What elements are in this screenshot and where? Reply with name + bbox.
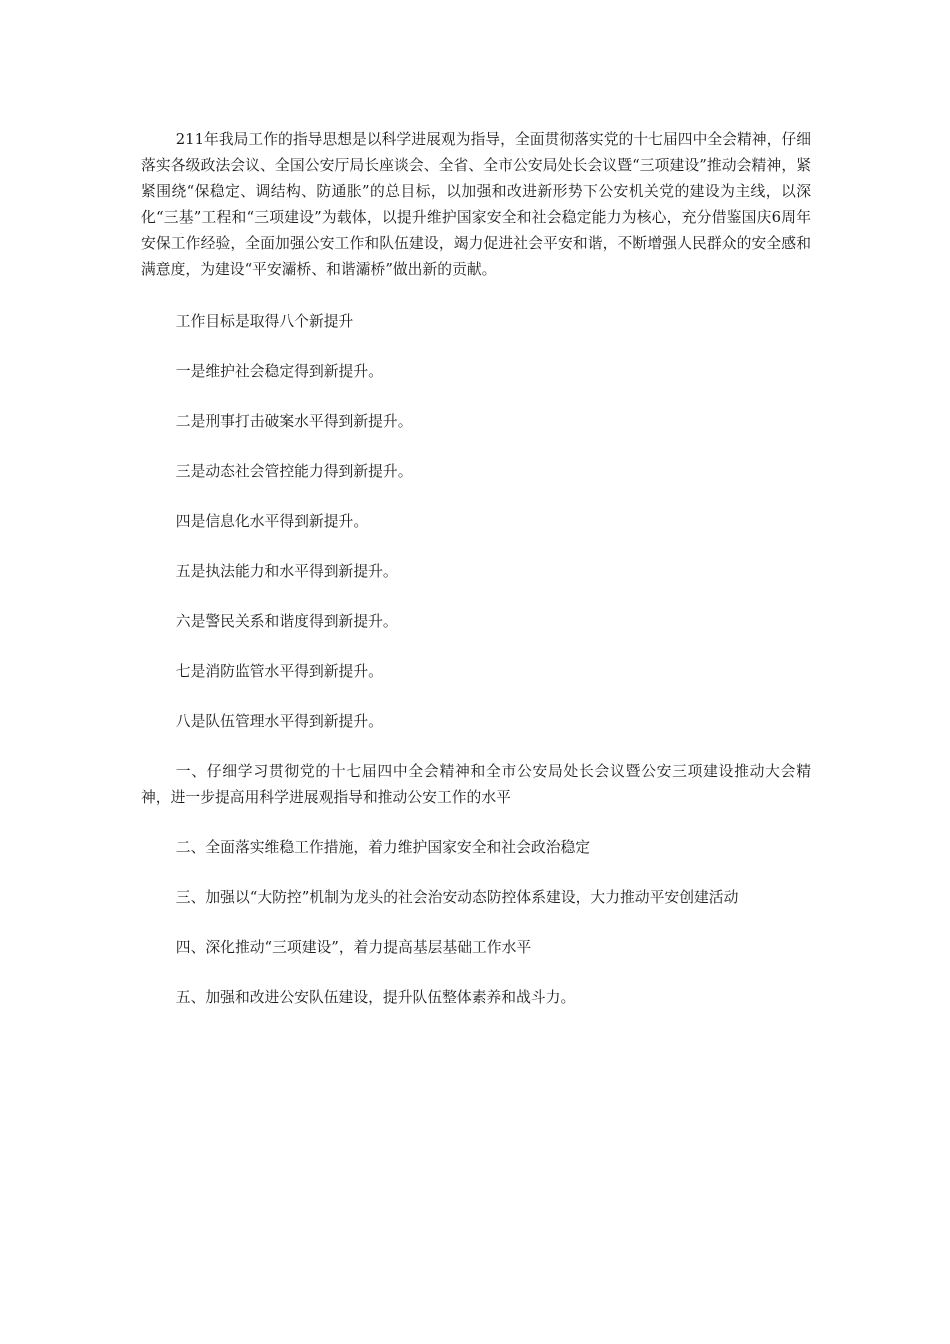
goal-item: 一是维护社会稳定得到新提升。	[175, 363, 383, 380]
goal-item: 三是动态社会管控能力得到新提升。	[175, 463, 413, 480]
goal-item: 二是刑事打击破案水平得到新提升。	[175, 413, 413, 430]
goal-item: 六是警民关系和谐度得到新提升。	[175, 613, 398, 630]
measure-item: 四、深化推动“三项建设”，着力提高基层基础工作水平	[175, 939, 532, 956]
goal-item: 七是消防监管水平得到新提升。	[175, 663, 383, 680]
measure-item: 二、全面落实维稳工作措施，着力维护国家安全和社会政治稳定	[175, 839, 591, 856]
intro-paragraph: 211年我局工作的指导思想是以科学进展观为指导，全面贯彻落实党的十七届四中全会精神，仔细落实各级政法会议、全国公安厅局长座谈会、全省、全市公安局处长会议暨“三项建设”推动会精神，紧紧围绕“保稳定、调结构、防通胀”的总目标，以加强和改进新形势下公安机关党的建设为主线，以深化“三基”工程和“三项建设”为载体，以提升维护国家安全和社会稳定能力为核心，充分借鉴国庆6周年安保工作经验，全面加强公安工作和队伍建设，竭力促进社会平安和谐，不断增强人民群众的安全感和满意度，为建设“平安灞桥、和谐灞桥”做出新的贡献。	[141, 131, 811, 278]
goal-item: 八是队伍管理水平得到新提升。	[175, 713, 383, 730]
measure-item: 五、加强和改进公安队伍建设，提升队伍整体素养和战斗力。	[175, 989, 576, 1006]
document-body	[141, 127, 811, 1035]
measure-item: 一、仔细学习贯彻党的十七届四中全会精神和全市公安局处长会议暨公安三项建设推动大会精神，进一步提高用科学进展观指导和推动公安工作的水平	[141, 763, 811, 806]
measure-item: 三、加强以“大防控”机制为龙头的社会治安动态防控体系建设，大力推动平安创建活动	[175, 889, 739, 906]
goals-heading: 工作目标是取得八个新提升	[175, 313, 354, 330]
goal-item: 四是信息化水平得到新提升。	[175, 513, 369, 530]
goal-item: 五是执法能力和水平得到新提升。	[175, 563, 398, 580]
